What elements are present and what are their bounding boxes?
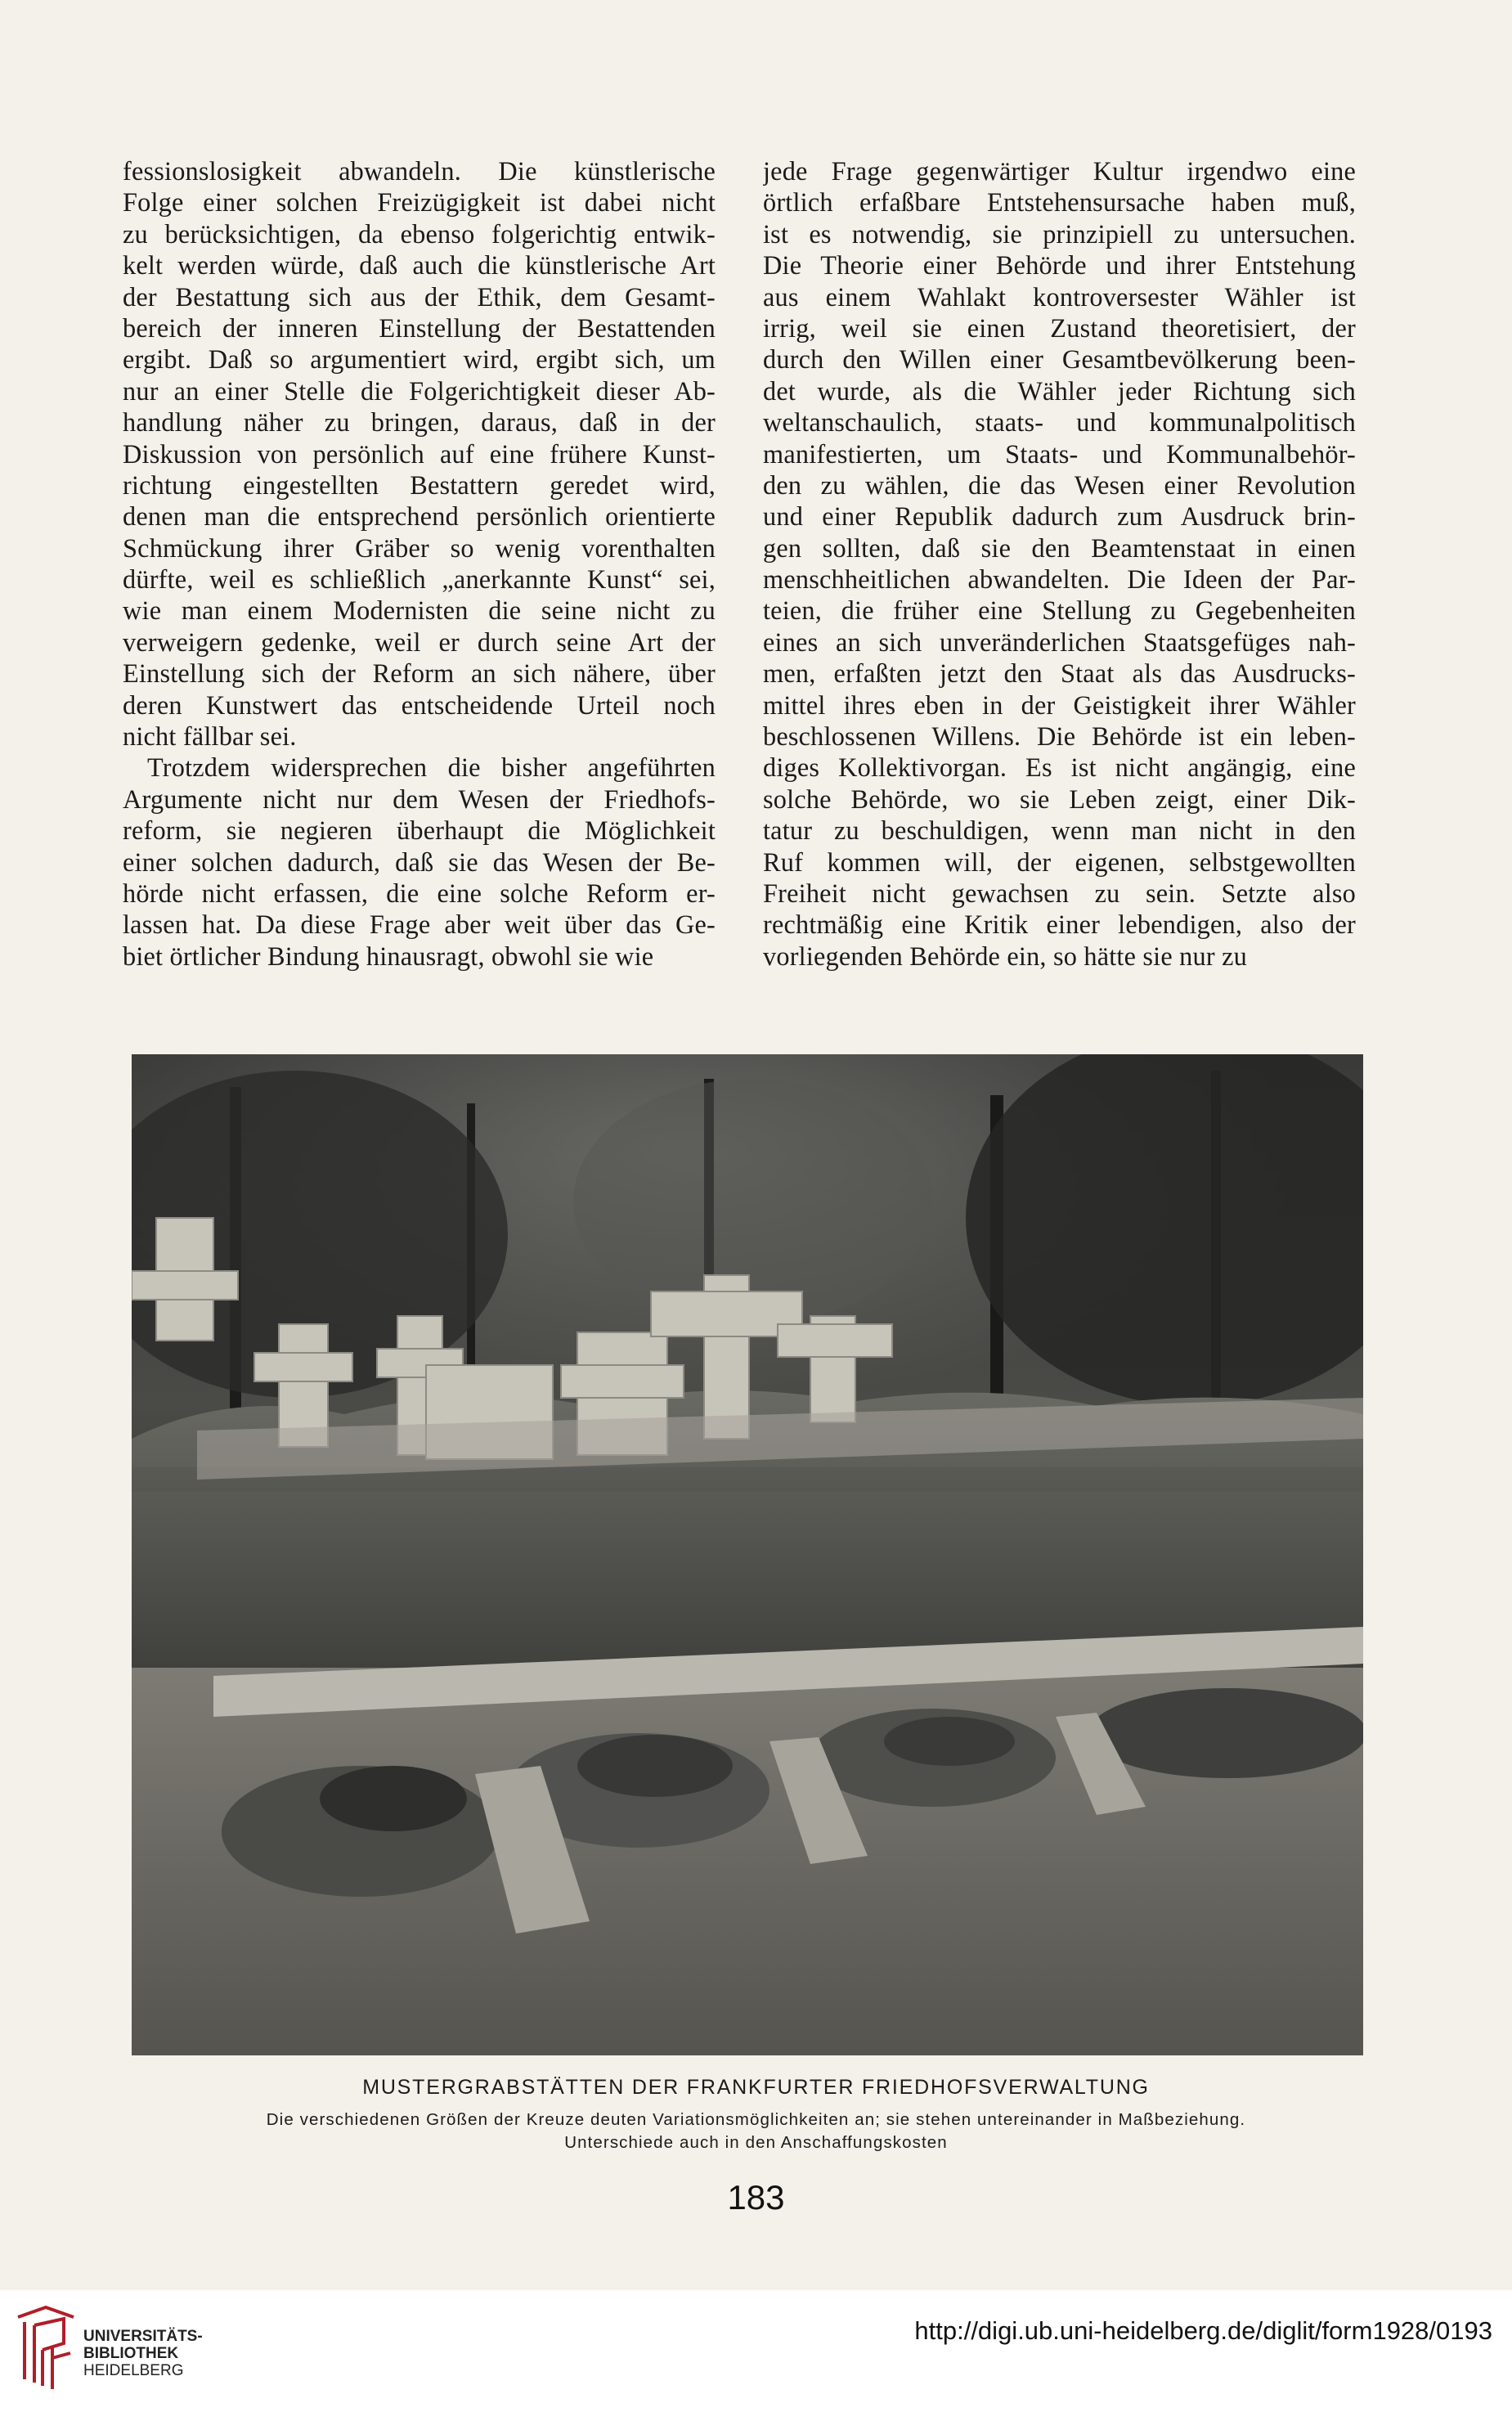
- text-line: der Bestattung sich aus der Ethik, dem Gesamt-: [123, 281, 716, 312]
- text-line: wie man einem Modernisten die seine nicht zu: [123, 595, 716, 626]
- text-line: men, erfaßten jetzt den Staat als das Ausdrucks-: [763, 658, 1356, 689]
- page-number: 183: [727, 2178, 785, 2217]
- figure-caption-text: [0, 2109, 1512, 2154]
- text-line: und einer Republik dadurch zum Ausdruck brin-: [763, 501, 1356, 532]
- text-line: manifestierten, um Staats- und Kommunalbehör-: [763, 438, 1356, 469]
- library-name: [83, 2328, 203, 2379]
- text-line: tatur zu beschuldigen, wenn man nicht in den: [763, 815, 1356, 846]
- text-line: ergibt. Daß so argumentiert wird, ergibt sich, um: [123, 344, 716, 375]
- text-line: verweigern gedenke, weil er durch seine Art der: [123, 627, 716, 657]
- text-line: handlung näher zu bringen, daraus, daß in der: [123, 407, 716, 438]
- text-line: den zu wählen, die das Wesen einer Revolution: [763, 469, 1356, 500]
- library-name-line-3: HEIDELBERG: [83, 2362, 184, 2379]
- text-line: mittel ihres eben in der Geistigkeit ihrer Wähler: [763, 689, 1356, 720]
- text-line: eines an sich unveränderlichen Staatsgefüges nah-: [763, 627, 1356, 657]
- text-line: solche Behörde, wo sie Leben zeigt, einer Dik-: [763, 784, 1356, 814]
- text-line: bereich der inneren Einstellung der Bestattenden: [123, 312, 716, 343]
- text-line: Folge einer solchen Freizügigkeit ist dabei nicht: [123, 187, 716, 218]
- text-line: beschlossenen Willens. Die Behörde ist ein leben-: [763, 721, 1356, 752]
- cemetery-photograph: [132, 1054, 1363, 2055]
- text-line: menschheitlichen abwandelten. Die Ideen der Par-: [763, 564, 1356, 595]
- text-line: vorliegenden Behörde ein, so hätte sie nur zu: [763, 941, 1247, 971]
- text-line: Diskussion von persönlich auf eine frühere Kunst-: [123, 438, 716, 469]
- text-line: Trotzdem widersprechen die bisher angeführten: [147, 752, 716, 783]
- text-line: durch den Willen einer Gesamtbevölkerung been-: [763, 344, 1356, 375]
- text-line: nur an einer Stelle die Folgerichtigkeit dieser Ab-: [123, 375, 716, 406]
- text-line: richtung eingestellten Bestattern geredet wird,: [123, 469, 716, 500]
- figure-caption-title: MUSTERGRABSTÄTTEN DER FRANKFURTER FRIEDHOFSVERWALTUNG: [362, 2076, 1150, 2099]
- text-line: Ruf kommen will, der eigenen, selbstgewollten: [763, 847, 1356, 877]
- text-line: hörde nicht erfassen, die eine solche Reform er-: [123, 878, 716, 908]
- text-line: rechtmäßig eine Kritik einer lebendigen, also der: [763, 910, 1356, 940]
- text-line: deren Kunstwert das entscheidende Urteil noch: [123, 689, 716, 720]
- text-line: fessionslosigkeit abwandeln. Die künstlerische: [123, 156, 716, 186]
- university-library-logo-icon[interactable]: [13, 2301, 79, 2399]
- text-line: nicht fällbar sei.: [123, 721, 297, 752]
- source-url-link[interactable]: http://digi.ub.uni-heidelberg.de/diglit/form1928/0193: [914, 2316, 1492, 2345]
- text-line: ist es notwendig, sie prinzipiell zu untersuchen.: [763, 218, 1356, 249]
- text-line: zu berücksichtigen, da ebenso folgerichtig entwik-: [123, 218, 716, 249]
- caption-line-1: Die verschiedenen Größen der Kreuze deuten Variationsmöglichkeiten an; sie stehen untereinander in Maßbeziehung.: [266, 2110, 1246, 2129]
- digitization-footer: [0, 2290, 1512, 2412]
- right-text-column: [763, 155, 1356, 972]
- text-line: dürfte, weil es schließlich „anerkannte Kunst“ sei,: [123, 564, 716, 595]
- text-line: einer solchen dadurch, daß sie das Wesen der Be-: [123, 847, 716, 877]
- caption-line-2: Unterschiede auch in den Anschaffungskosten: [564, 2133, 948, 2152]
- text-line: Freiheit nicht gewachsen zu sein. Setzte also: [763, 878, 1356, 908]
- text-line: örtlich erfaßbare Entstehensursache haben muß,: [763, 187, 1356, 218]
- text-line: gen sollten, daß sie den Beamtenstaat in einen: [763, 532, 1356, 563]
- text-line: weltanschaulich, staats- und kommunalpolitisch: [763, 407, 1356, 438]
- text-line: Argumente nicht nur dem Wesen der Friedhofs-: [123, 784, 716, 814]
- text-line: Einstellung sich der Reform an sich nähere, über: [123, 658, 716, 689]
- text-line: jede Frage gegenwärtiger Kultur irgendwo eine: [763, 156, 1356, 186]
- text-line: Schmückung ihrer Gräber so wenig vorenthalten: [123, 532, 716, 563]
- text-line: Die Theorie einer Behörde und ihrer Entstehung: [763, 250, 1356, 281]
- text-line: biet örtlicher Bindung hinausragt, obwohl sie wie: [123, 941, 654, 971]
- text-line: kelt werden würde, daß auch die künstlerische Art: [123, 250, 716, 281]
- text-line: det wurde, als die Wähler jeder Richtung sich: [763, 375, 1356, 406]
- library-name-line-2: BIBLIOTHEK: [83, 2345, 179, 2362]
- text-line: teien, die früher eine Stellung zu Gegebenheiten: [763, 595, 1356, 626]
- library-name-line-1: UNIVERSITÄTS-: [83, 2328, 203, 2345]
- text-line: lassen hat. Da diese Frage aber weit über das Ge-: [123, 910, 716, 940]
- text-line: aus einem Wahlakt kontroversester Wähler ist: [763, 281, 1356, 312]
- text-line: irrig, weil sie einen Zustand theoretisiert, der: [763, 312, 1356, 343]
- text-line: reform, sie negieren überhaupt die Möglichkeit: [123, 815, 716, 846]
- text-line: diges Kollektivorgan. Es ist nicht angängig, eine: [763, 752, 1356, 783]
- text-line: denen man die entsprechend persönlich orientierte: [123, 501, 716, 532]
- left-text-column: [123, 155, 716, 972]
